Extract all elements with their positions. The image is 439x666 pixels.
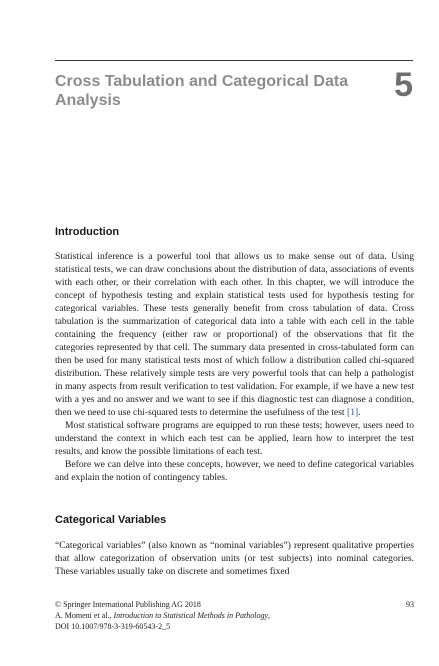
citation-end: , — [268, 611, 271, 620]
chapter-title: Cross Tabulation and Categorical Data Analysis — [55, 73, 349, 109]
section-heading-introduction: Introduction — [55, 226, 120, 238]
doi-line: DOI 10.1007/978-3-319-60543-2_5 — [55, 622, 171, 631]
intro-paragraph-1-end: . — [358, 407, 361, 418]
page-footer — [55, 599, 414, 632]
introduction-body — [55, 250, 414, 484]
reference-link[interactable]: [1] — [347, 407, 359, 418]
section-heading-categorical-variables: Categorical Variables — [55, 514, 167, 526]
chapter-number: 5 — [394, 66, 413, 104]
intro-paragraph-3: Before we can delve into these concepts, however, we need to define categorical variables and explain the notion of contingency tables. — [55, 459, 414, 483]
citation-authors: A. Momeni et al., — [55, 611, 114, 620]
intro-paragraph-1-text: Statistical inference is a powerful tool that allows us to make sense out of data. Using statistical tests, we can draw conclusions about the distribution of data, associations of events with each other, or their correlation with each other. In this chapter, we will introduce the concept of hypothesis testing and explain statistical tests used for hypothesis testing for categorical variables. These tests generally benefit from cross tabulation of data. Cross tabulation is the summarization of categorical data into a table with each cell in the table containing the frequency (either raw or proportional) of the observations that fit the categories represented by that cell. The summary data presented in cross-tabulated form can then be used for many statistical tests most of which follow a distribution called chi-squared distribution. These relatively simple tests are very powerful tools that can help a pathologist in many aspects from result verification to test validation. For example, if we have a new test with a yes and no answer and we want to see if this diagnostic test can diagnose a condition, then we need to use chi-squared tests to determine the usefulness of the test — [55, 251, 414, 418]
copyright-line: © Springer International Publishing AG 2018 — [55, 600, 201, 609]
intro-paragraph-1 — [55, 250, 414, 419]
categorical-body — [55, 539, 414, 578]
citation-book-title: Introduction to Statistical Methods in Pathology — [113, 611, 269, 620]
page-number: 93 — [406, 600, 414, 609]
categorical-paragraph-1: “Categorical variables” (also known as “nominal variables”) represent qualitative properties that allow categorization of observation units (or test subjects) into nominal categories. These variables usually take on discrete and sometimes fixed — [55, 540, 414, 577]
header-rule — [55, 60, 413, 61]
citation-line — [55, 610, 414, 621]
intro-paragraph-2: Most statistical software programs are equipped to run these tests; however, users need to understand the context in which each test can be applied, learn how to interpret the test results, and know the possible limitations of each test. — [55, 420, 414, 457]
